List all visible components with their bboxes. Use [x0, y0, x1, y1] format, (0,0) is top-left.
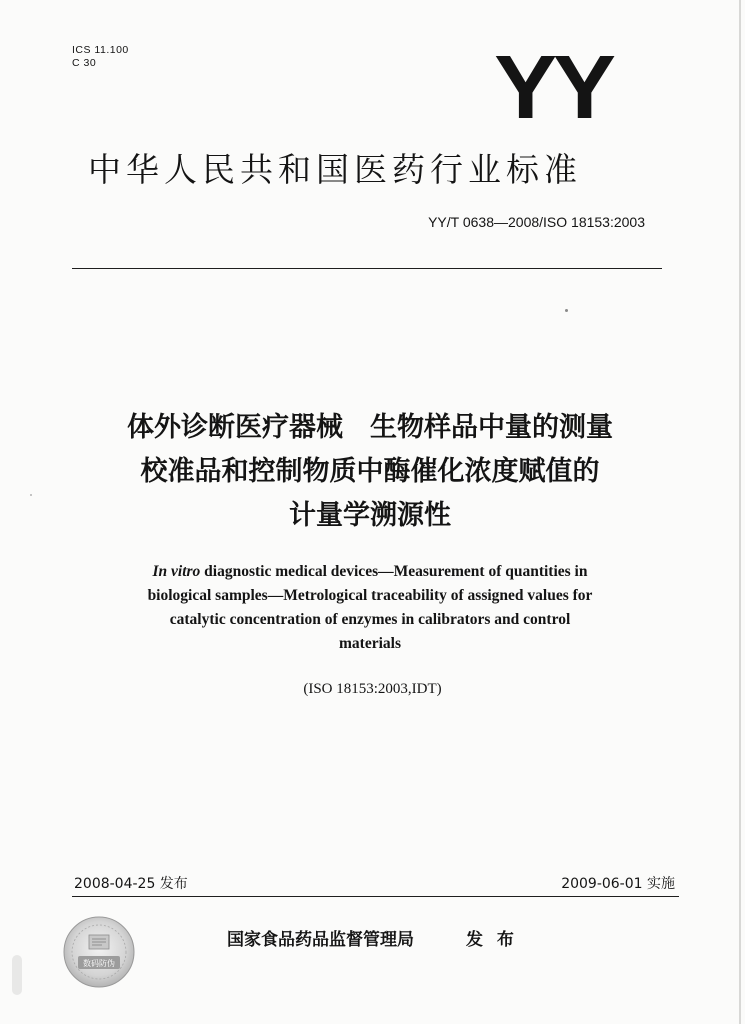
- footer-divider: [72, 896, 679, 897]
- scan-speck: [565, 309, 568, 312]
- english-title-line-4: materials: [339, 635, 401, 652]
- classification-codes: [72, 44, 129, 70]
- chinese-title-line-2: 校准品和控制物质中酶催化浓度赋值的: [140, 456, 600, 487]
- header-divider: [72, 268, 662, 269]
- page-edge-shadow: [739, 0, 741, 1024]
- issue-date: 2008-04-25 发布: [74, 876, 188, 892]
- seal-label: 数码防伪: [83, 959, 115, 968]
- english-title-line-1: [100, 560, 640, 584]
- issue-action: 发 布: [466, 930, 518, 950]
- english-title-italic: In vitro: [152, 563, 201, 580]
- chinese-title: [40, 406, 700, 538]
- iso-equivalence: (ISO 18153:2003,IDT): [303, 681, 442, 697]
- standard-number: YY/T 0638—2008/ISO 18153:2003: [428, 214, 645, 230]
- english-title: [100, 560, 640, 656]
- chinese-title-line-1: 体外诊断医疗器械 生物样品中量的测量: [127, 412, 613, 443]
- ccs-code: C 30: [72, 57, 97, 69]
- ics-code: ICS 11.100: [72, 44, 129, 56]
- english-title-line-1-rest: diagnostic medical devices—Measurement of quantities in: [200, 563, 588, 580]
- scan-speck: [30, 494, 32, 496]
- yy-logo: YY: [494, 38, 612, 138]
- scan-smudge: [12, 955, 22, 995]
- standard-category-title: 中华人民共和国医药行业标准: [88, 150, 582, 189]
- english-title-line-2: biological samples—Metrological traceability of assigned values for: [147, 587, 593, 604]
- anti-counterfeit-seal: [62, 915, 136, 989]
- issuing-authority: 国家食品药品监督管理局: [227, 930, 414, 950]
- chinese-title-line-3: 计量学溯源性: [289, 500, 451, 531]
- implementation-date: 2009-06-01 实施: [561, 876, 675, 892]
- english-title-line-3: catalytic concentration of enzymes in calibrators and control: [169, 611, 571, 628]
